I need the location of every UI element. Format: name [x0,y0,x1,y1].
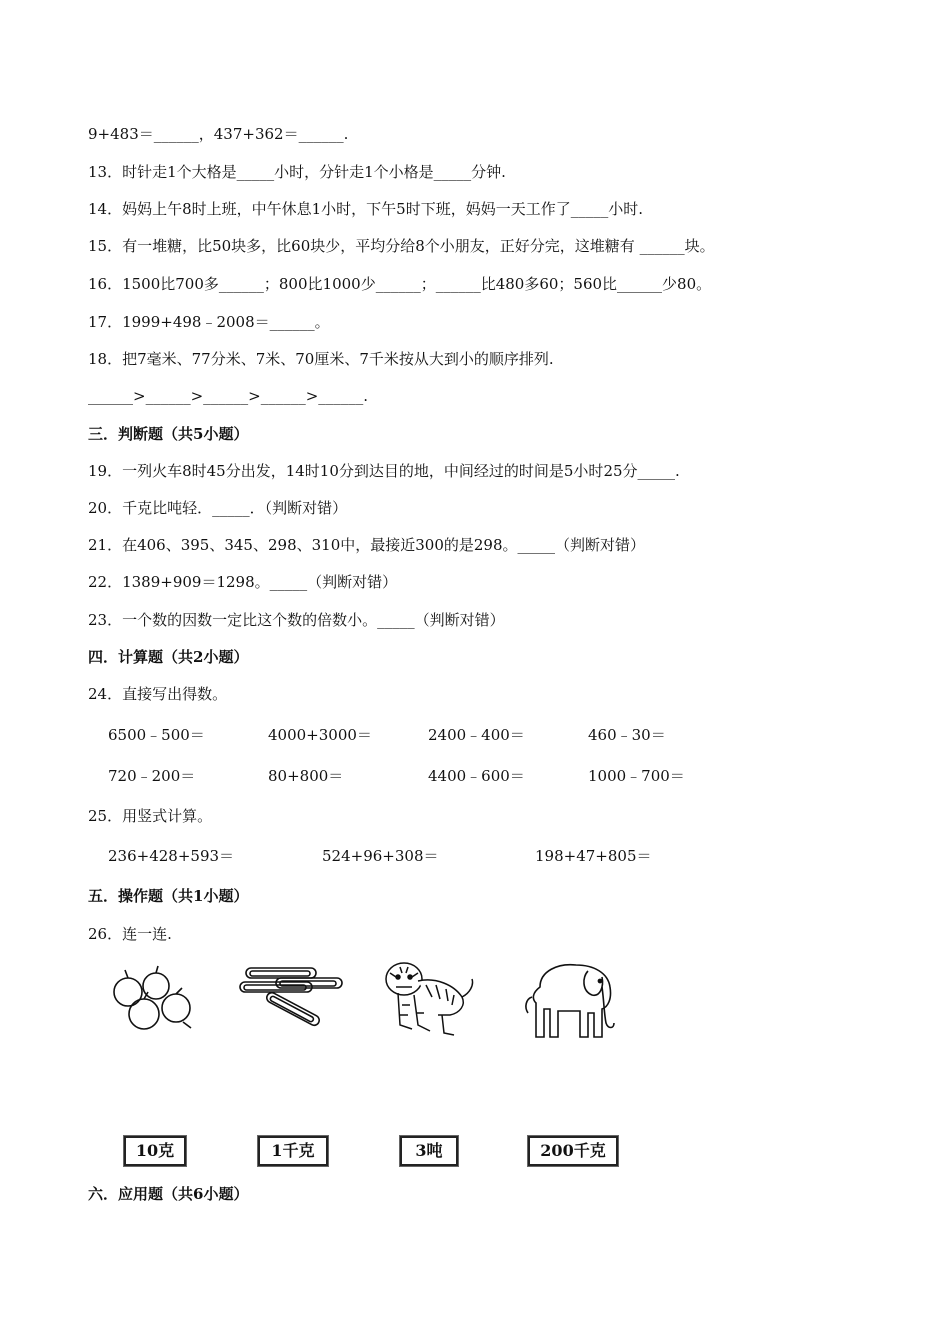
calc-item: 1000﹣700＝ [588,767,685,785]
calc-item: 4000+3000＝ [268,726,372,744]
apples-icon [108,962,200,1036]
question-18-answer-line: ______>______>______>______>______. [88,387,369,405]
calc-item: 720﹣200＝ [108,767,196,785]
vertical-calc-item: 524+96+308＝ [322,847,439,865]
question-15: 15．有一堆糖，比50块多，比60块少，平均分给8个小朋友，正好分完，这堆糖有 ______块。 [88,237,715,255]
vertical-calc-item: 236+428+593＝ [108,847,235,865]
vertical-calc-item: 198+47+805＝ [535,847,652,865]
question-17: 17．1999+498﹣2008＝______。 [88,313,330,331]
section-heading-application: 六．应用题（共6小题） [88,1185,249,1203]
elephant-icon [518,957,622,1043]
question-19: 19．一列火车8时45分出发，14时10分到达目的地，中间经过的时间是5小时25分_____. [88,462,680,480]
weight-label-box: 1千克 [258,1136,328,1166]
question-21: 21．在406、395、345、298、310中，最接近300的是298。_____（判断对错） [88,536,646,554]
calc-item: 6500﹣500＝ [108,726,205,744]
calc-item: 4400﹣600＝ [428,767,525,785]
question-14: 14．妈妈上午8时上班，中午休息1小时，下午5时下班，妈妈一天工作了_____小时. [88,200,643,218]
weight-label-box: 3吨 [400,1136,458,1166]
section-heading-operation: 五．操作题（共1小题） [88,887,249,905]
weight-label-box: 10克 [124,1136,186,1166]
tiger-icon [378,955,478,1043]
calc-item: 80+800＝ [268,767,344,785]
calc-item: 2400﹣400＝ [428,726,525,744]
q12-continuation: 9+483＝______，437+362＝______. [88,125,349,143]
question-23: 23．一个数的因数一定比这个数的倍数小。_____（判断对错） [88,611,505,629]
question-26: 26．连一连. [88,925,172,943]
question-25: 25．用竖式计算。 [88,807,213,825]
question-22: 22．1389+909＝1298。_____（判断对错） [88,573,398,591]
question-24: 24．直接写出得数。 [88,685,228,703]
paperclips-icon [236,962,348,1034]
question-16: 16．1500比700多______；800比1000少______；______比480多60；560比______少80。 [88,275,712,293]
section-heading-calculation: 四．计算题（共2小题） [88,648,249,666]
question-13: 13．时针走1个大格是_____小时，分针走1个小格是_____分钟. [88,163,506,181]
weight-label-box: 200千克 [528,1136,618,1166]
section-heading-judgement: 三．判断题（共5小题） [88,425,249,443]
calc-item: 460﹣30＝ [588,726,666,744]
question-18: 18．把7毫米、77分米、7米、70厘米、7千米按从大到小的顺序排列. [88,350,554,368]
question-20: 20．千克比吨轻．_____．（判断对错） [88,499,348,517]
